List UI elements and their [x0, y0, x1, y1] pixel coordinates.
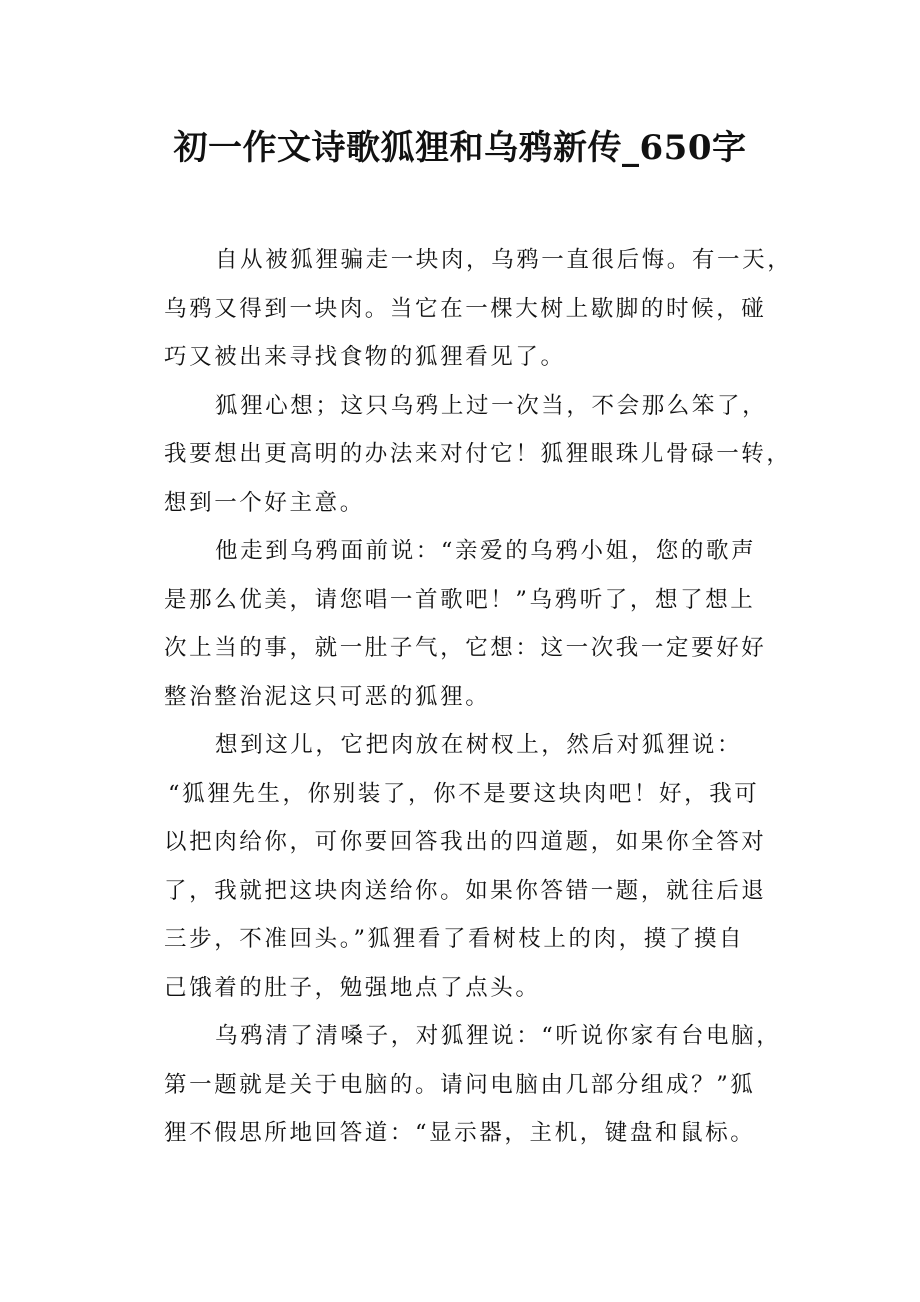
paragraph-2: [164, 382, 792, 528]
text-line: 想到一个好主意。: [164, 489, 365, 516]
text-line: 狸不假思所地回答道：“显示器，主机，键盘和鼠标。: [164, 1120, 756, 1146]
text-line: 以把肉给你，可你要回答我出的四道题，如果你全答对: [164, 829, 767, 855]
text-line: 狐狸心想；这只乌鸦上过一次当，不会那么笨了，: [215, 392, 768, 419]
text-line: 我要想出更高明的办法来对付它！狐狸眼珠儿骨碌一转，: [164, 441, 792, 467]
text-line: 三步，不准回头。”狐狸看了看树枝上的肉，摸了摸自: [164, 926, 745, 952]
text-line: 想到这儿，它把肉放在树杈上，然后对狐狸说：: [215, 732, 743, 758]
text-line: 自从被狐狸骗走一块肉，乌鸦一直很后悔。有一天，: [215, 247, 793, 273]
text-line: 了，我就把这块肉送给你。如果你答错一题，就往后退: [164, 877, 767, 904]
text-line: 他走到乌鸦面前说：“亲爱的乌鸦小姐，您的歌声: [215, 538, 757, 564]
text-line: 乌鸦清了清嗓子，对狐狸说：“听说你家有台电脑，: [215, 1023, 782, 1049]
text-line: 巧又被出来寻找食物的狐狸看见了。: [164, 344, 566, 370]
paragraph-1: [164, 236, 793, 382]
document-body: [164, 236, 793, 1158]
text-line: 乌鸦又得到一块肉。当它在一棵大树上歇脚的时候，碰: [164, 295, 767, 322]
paragraph-5: [164, 1012, 782, 1158]
text-line: 己饿着的肚子，勉强地点了点头。: [164, 974, 541, 1001]
text-line: 次上当的事，就一肚子气，它想：这一次我一定要好好: [164, 635, 767, 661]
document-title: 初一作文诗歌狐狸和乌鸦新传_650字: [173, 128, 747, 168]
text-line: “狐狸先生，你别装了，你不是要这块肉吧！好，我可: [168, 780, 760, 807]
text-line: 整治整治泥这只可恶的狐狸。: [164, 683, 491, 710]
text-line: 是那么优美，请您唱一首歌吧！”乌鸦听了，想了想上: [164, 586, 756, 613]
paragraph-4: [164, 721, 776, 1012]
text-line: 第一题就是关于电脑的。请问电脑由几部分组成？”狐: [164, 1071, 756, 1098]
paragraph-3: [164, 527, 776, 721]
